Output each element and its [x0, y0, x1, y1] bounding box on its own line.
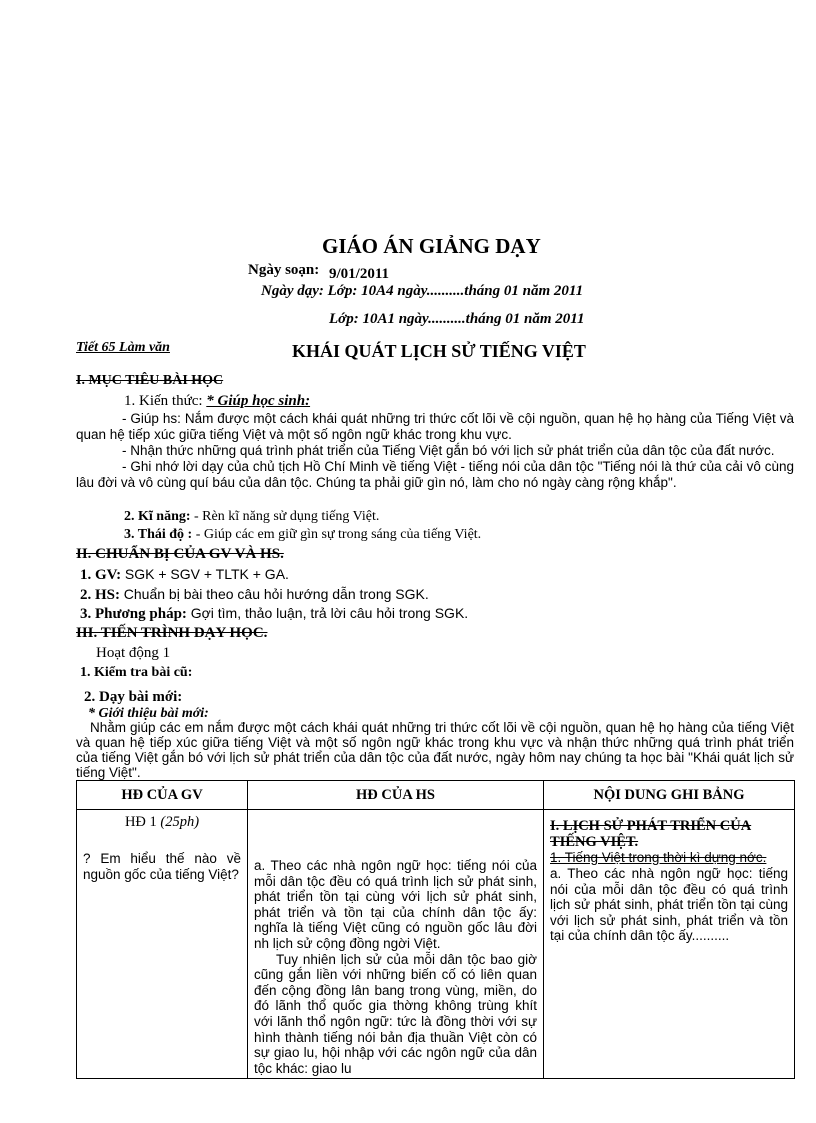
attitude-line: [124, 527, 481, 543]
section-3-heading: III. TIẾN TRÌNH DẠY HỌC.: [76, 625, 268, 641]
knowledge-item-2: - Nhận thức những quá trình phát triển của Tiếng Việt gắn bó với lịch sử phát triển của dân tộc của đất nước.: [122, 443, 775, 458]
knowledge-item-3: - Ghi nhớ lời dạy của chủ tịch Hồ Chí Minh về tiếng Việt - tiếng nói của dân tộc "Tiếng nói là thứ của cải vô cùng lâu đời và vô cùng quí báu của dân tộc. Chúng ta phải giữ gìn nó, làm cho nó ngày càng rộng khắp".: [76, 459, 794, 490]
section-1-heading: I. MỤC TIÊU BÀI HỌC: [76, 373, 224, 388]
table-header-row: [77, 781, 795, 810]
hs-label: 2. HS:: [80, 587, 121, 603]
intro-paragraph: [76, 720, 794, 780]
lesson-title: KHÁI QUÁT LỊCH SỬ TIẾNG VIỆT: [292, 341, 586, 361]
knowledge-help: * Giúp học sinh:: [206, 393, 311, 409]
method-line: [80, 605, 468, 623]
method-text: Gợi tìm, thảo luận, trả lời câu hỏi trong SGK.: [190, 605, 469, 621]
new-lesson-label: 2. Dạy bài mới:: [84, 689, 183, 705]
content-text: a. Theo các nhà ngôn ngữ học: tiếng nói của mỗi dân tộc đều có quá trình lịch sử phát sinh, phát triển tồn tại cùng với lịch sử phát sinh, phát triển và tồn tại của chính dân tộc ấy..........: [550, 866, 788, 944]
knowledge-line: [124, 393, 310, 410]
teach-date-line-2: Lớp: 10A1 ngày..........tháng 01 năm 2011: [329, 311, 585, 327]
attitude-label: 3. Thái độ :: [124, 527, 193, 542]
table-row: [77, 810, 795, 1079]
gv-line: [80, 566, 289, 584]
header-hs: HĐ CỦA HS: [248, 781, 544, 810]
knowledge-paragraphs: [76, 411, 794, 491]
period-label: Tiết 65 Làm văn: [76, 340, 170, 355]
hs-line: [80, 586, 429, 604]
content-subheading: 1. Tiếng Việt trong thời kì dựng nớc.: [550, 850, 767, 865]
prep-date-label: Ngày soạn:: [248, 262, 320, 278]
hs-cell: [248, 810, 544, 1079]
intro-label: * Giới thiệu bài mới:: [88, 706, 209, 721]
header-gv: HĐ CỦA GV: [77, 781, 248, 810]
hs-text: Chuẩn bị bài theo câu hỏi hướng dẫn trong SGK.: [123, 586, 429, 602]
method-label: 3. Phương pháp:: [80, 606, 187, 622]
prep-date: 9/01/2011: [329, 266, 390, 282]
knowledge-label: 1. Kiến thức:: [124, 393, 203, 409]
header-content: NỘI DUNG GHI BẢNG: [544, 781, 795, 810]
gv-activity-name: HĐ 1: [124, 814, 157, 830]
knowledge-item-1: - Giúp hs: Nắm được một cách khái quát những tri thức cốt lõi về cội nguồn, quan hệ họ hàng của Tiếng Việt và quan hệ tiếp xúc giữa tiếng Việt và một số ngôn ngữ khác trong khu vực.: [76, 411, 794, 442]
teach-date-line-1: Ngày dạy: Lớp: 10A4 ngày..........tháng 01 năm 2011: [261, 283, 584, 299]
hs-paragraph-2: Tuy nhiên lịch sử của mỗi dân tộc bao giờ cũng gắn liền với những biến cố có liên quan đến cộng đồng lân bang trong vùng, miền, do đó lãnh thổ quốc gia thờng không trùng khít với lãnh thổ ngôn ngữ: tức là đồng thời với sự hình thành tiếng nói bản địa thuần Việt còn có sự giao lu, hội nhập với các ngôn ngữ của dân tộc khác: giao lu: [254, 951, 537, 1076]
check-label: 1. Kiểm tra bài cũ:: [80, 665, 193, 680]
attitude-text: - Giúp các em giữ gìn sự trong sáng của tiếng Việt.: [195, 527, 482, 542]
section-2-heading: II. CHUẨN BỊ CỦA GV VÀ HS.: [76, 546, 284, 562]
lesson-table: [76, 780, 795, 1079]
skill-text: - Rèn kĩ năng sử dụng tiếng Việt.: [194, 509, 380, 524]
skill-label: 2. Kĩ năng:: [124, 509, 191, 524]
skill-line: [124, 509, 379, 525]
document-title: GIÁO ÁN GIẢNG DẠY: [322, 234, 541, 258]
gv-text: SGK + SGV + TLTK + GA.: [124, 566, 289, 582]
gv-label: 1. GV:: [80, 567, 122, 583]
content-heading: I. LỊCH SỬ PHÁT TRIỂN CỦA TIẾNG VIỆT.: [550, 818, 752, 850]
gv-activity-time: (25ph): [160, 814, 200, 830]
intro-text: Nhằm giúp các em nắm được một cách khái quát những tri thức cốt lõi về cội nguồn, quan hệ họ hàng của tiếng Việt và quan hệ tiếp xúc giữa tiếng Việt và một số ngôn ngữ khác trong khu vực và nhận thức những quá trình phát triển của tiếng Việt gắn bó với lịch sử phát triển của dân tộc của đất nước, ngày hôm nay chúng ta học bài "Khái quát lịch sử tiếng Việt".: [76, 720, 794, 780]
gv-question: ? Em hiểu thế nào về nguồn gốc của tiếng Việt?: [83, 851, 241, 882]
hs-paragraph-1: a. Theo các nhà ngôn ngữ học: tiếng nói của mỗi dân tộc đều có quá trình lịch sử phát sinh, phát triển tồn tại cùng với lịch sử phát sinh, phát triển và tồn tại của chính dân tộc ấy: nghĩa là tiếng Việt cũng có nguồn gốc lâu đời nh lịch sử cộng đồng ngời Việt.: [254, 858, 537, 951]
gv-activity: [83, 814, 241, 831]
activity-label: Hoạt động 1: [96, 645, 171, 661]
gv-cell: [77, 810, 248, 1079]
content-cell: [544, 810, 795, 1079]
